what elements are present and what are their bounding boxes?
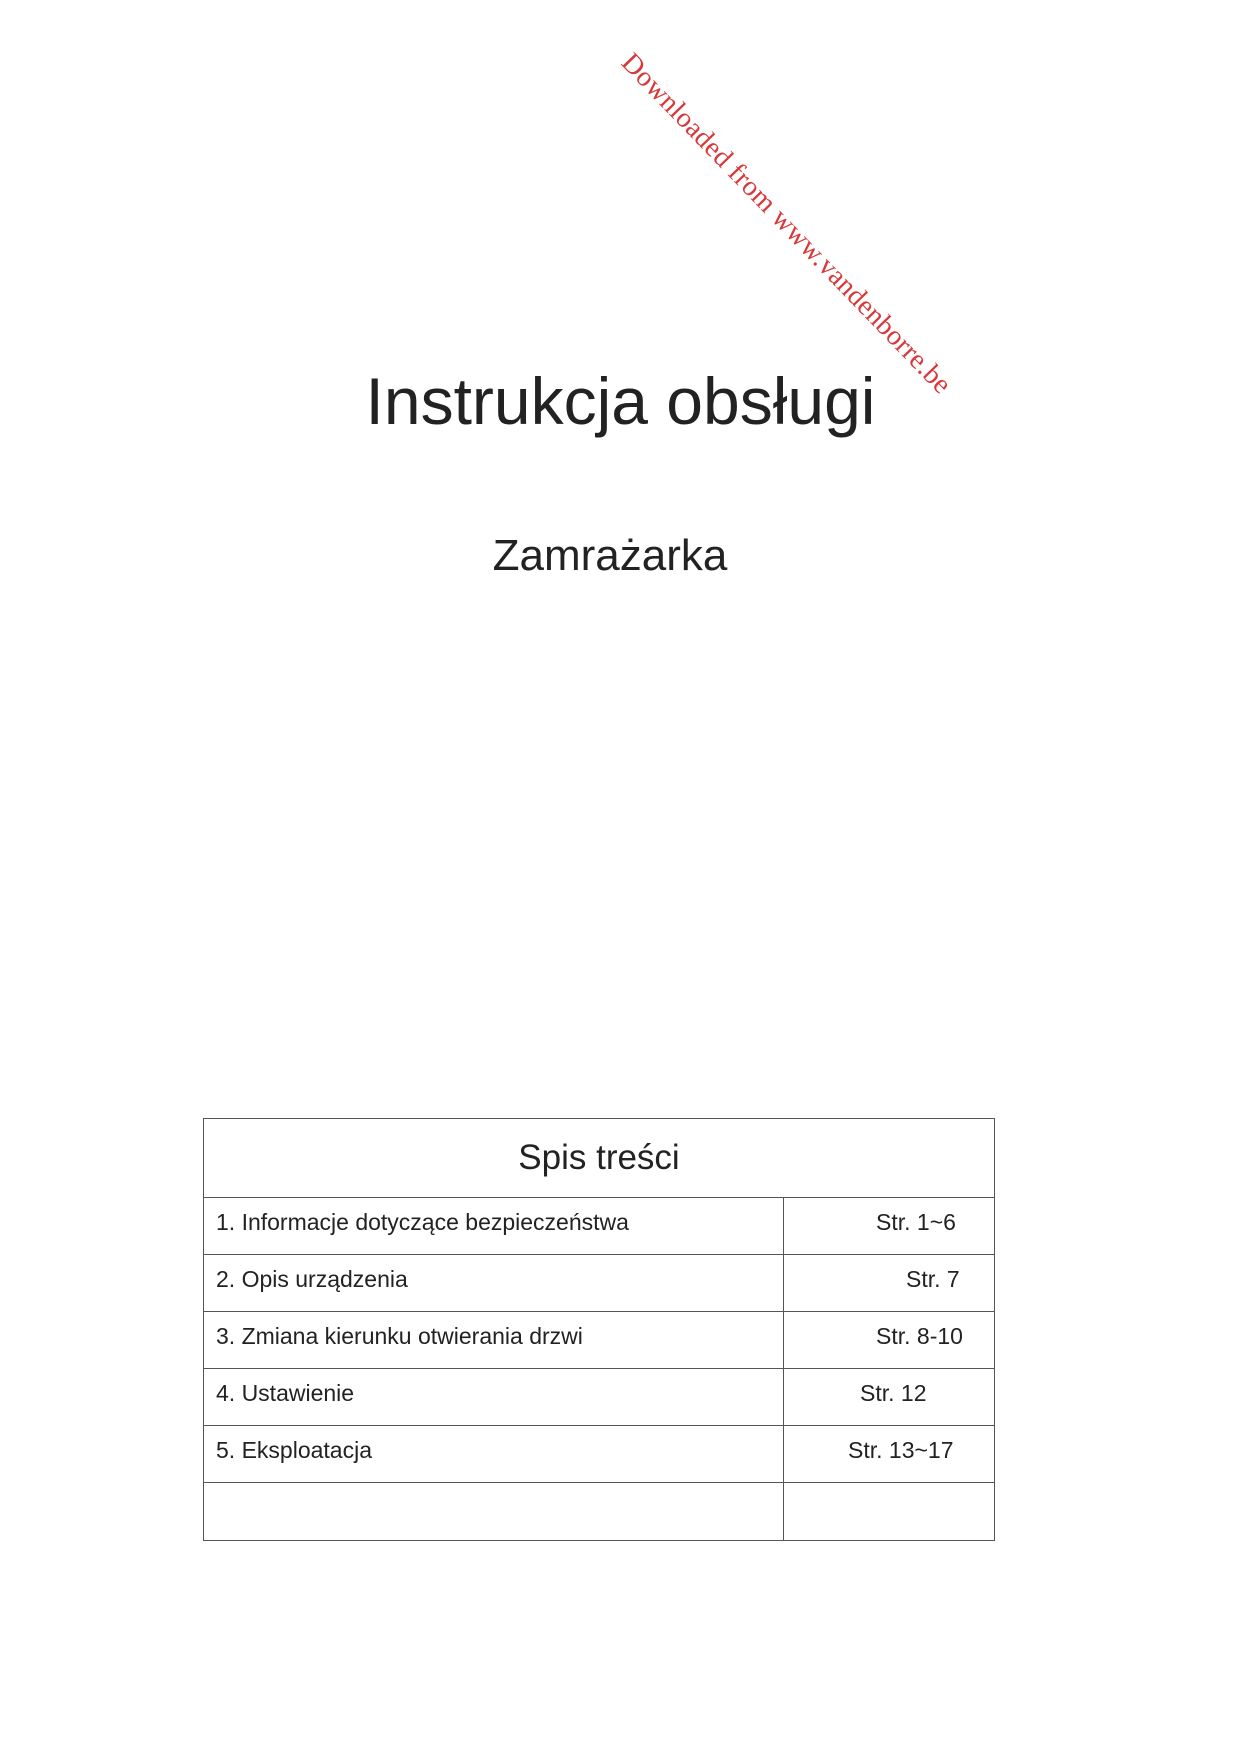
toc-row [204, 1426, 994, 1483]
toc-row-label: 1. Informacje dotyczące bezpieczeństwa [204, 1198, 784, 1254]
toc-row-page [784, 1255, 994, 1311]
toc-heading: Spis treści [204, 1119, 994, 1198]
toc-row-page-text: Str. 1~6 [876, 1209, 956, 1235]
document-subtitle: Zamrażarka [492, 531, 728, 580]
toc-row-page-text: Str. 12 [860, 1380, 927, 1406]
toc-row-page [784, 1369, 994, 1425]
toc-row-page [784, 1426, 994, 1482]
watermark-text: Downloaded from www.vandenborre.be [615, 47, 958, 401]
toc-row [204, 1312, 994, 1369]
toc-row [204, 1369, 994, 1426]
toc-row [204, 1255, 994, 1312]
toc-row-label: 2. Opis urządzenia [204, 1255, 784, 1311]
toc-row-page-text: Str. 7 [906, 1266, 960, 1292]
toc-row-label: 3. Zmiana kierunku otwierania drzwi [204, 1312, 784, 1368]
toc-row-page [784, 1312, 994, 1368]
table-of-contents [203, 1118, 995, 1541]
toc-row-label [204, 1483, 784, 1540]
toc-row-page-text: Str. 8-10 [876, 1323, 963, 1349]
toc-row-page-text: Str. 13~17 [848, 1437, 954, 1463]
toc-row-empty [204, 1483, 994, 1540]
toc-row-label: 4. Ustawienie [204, 1369, 784, 1425]
toc-row [204, 1198, 994, 1255]
toc-row-page [784, 1483, 994, 1540]
toc-row-page [784, 1198, 994, 1254]
document-title: Instrukcja obsługi [365, 364, 876, 438]
toc-row-label: 5. Eksploatacja [204, 1426, 784, 1482]
